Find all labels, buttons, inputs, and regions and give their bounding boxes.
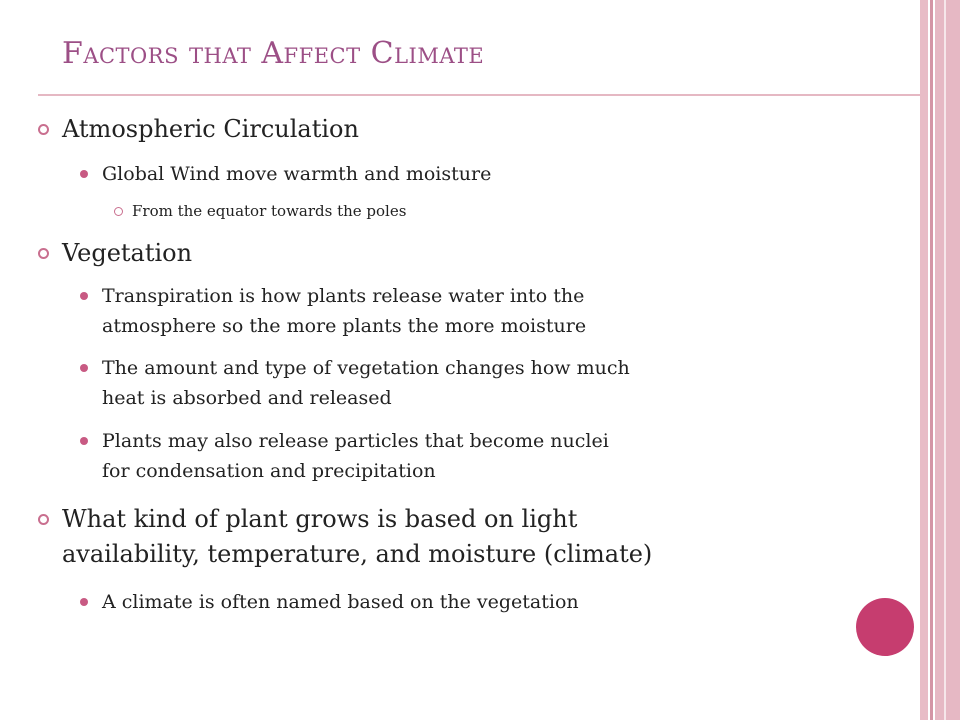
bullet-dot-icon	[80, 170, 88, 178]
bullet-small-ring-icon	[114, 207, 123, 216]
bullet-dot-icon	[80, 437, 88, 445]
bullet-level2-line2: atmosphere so the more plants the more moisture	[102, 315, 587, 337]
bullet-ring-icon	[38, 514, 49, 525]
bullet-level2-line1: Transpiration is how plants release water into the	[102, 285, 585, 307]
bullet-dot-icon	[80, 292, 88, 300]
bullet-level2-line2: for condensation and precipitation	[102, 460, 436, 482]
stripe	[944, 0, 946, 720]
bullet-ring-icon	[38, 124, 49, 135]
slide-title: Factors that Affect Climate	[62, 36, 485, 71]
bullet-ring-icon	[38, 248, 49, 259]
stripe	[920, 0, 928, 720]
bullet-level1-line1: What kind of plant grows is based on light	[62, 505, 578, 533]
bullet-level3: From the equator towards the poles	[132, 202, 407, 220]
stripe	[935, 0, 960, 720]
bullet-level1-line2: availability, temperature, and moisture (climate)	[62, 540, 653, 568]
decorative-circle	[856, 598, 914, 656]
bullet-level2: Global Wind move warmth and moisture	[102, 163, 492, 185]
bullet-dot-icon	[80, 364, 88, 372]
bullet-level1: Atmospheric Circulation	[62, 115, 359, 143]
bullet-level2-line1: Plants may also release particles that become nuclei	[102, 430, 609, 452]
bullet-dot-icon	[80, 598, 88, 606]
bullet-level2-line1: The amount and type of vegetation changes how much	[102, 357, 630, 379]
bullet-level2-line2: heat is absorbed and released	[102, 387, 392, 409]
bullet-level2: A climate is often named based on the vegetation	[102, 591, 579, 613]
bullet-level1: Vegetation	[62, 239, 193, 267]
